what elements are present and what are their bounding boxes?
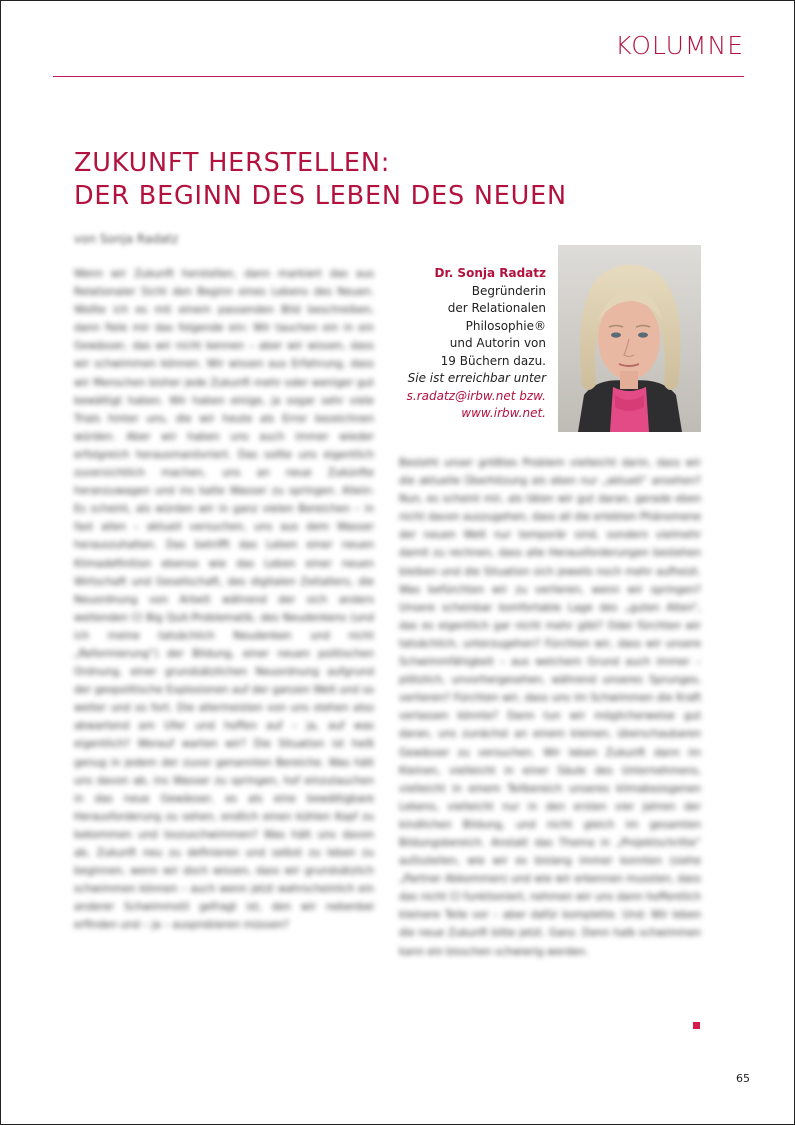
author-bio-line-1: Begründerin	[471, 283, 546, 298]
page-number: 65	[736, 1072, 750, 1085]
author-portrait-image	[558, 245, 701, 432]
article-body-left-column: Wenn wir Zukunft herstellen, dann markiert das aus Relationaler Sicht den Beginn eines Lebens des Neuen. Wollte ich es mit einem passenden Bild beschreiben, dann fiele mir das folgende ein: Wir tauchen ein in ein Gewässer, das wir nicht kennen – aber wir wissen, dass wir schwimmen können. Wir wissen aus Erfahrung, dass wir Menschen bisher jede Zukunft mehr oder weniger gut bewältigt haben. Wir haben einige, ja sogar sehr viele Trials hinter uns, die wir heute als Error bezeichnen würden. Aber wir haben uns auch immer wieder erfolgreich herausmanövriert. Das sollte uns eigentlich zuversichtlich machen, uns an neue Zukünfte heranzuwagen und ins kalte Wasser zu springen. Allein: Es scheint, als würden wir in ganz vielen Bereichen – in fast allen – aktuell versuchen, uns aus dem Wasser herauszuhalten. Das betrifft das Leben einer neuen Klimadefinition ebenso wie das Leben einer neuen Wirtschaft und Gesellschaft, des digitalen Zeitalters, die Neuordnung von Arbeit während der sich anders weitenden CI Big Quit-Problematik, des Neudenkens (und ich meine tatsächlich Neudenken und nicht „Reformierung“) der Bildung, einer neuen politischen Ordnung, einer grundsätzlichen Neuordnung aufgrund der geopolitische Explosionen auf der ganzen Welt und so weiter und so fort. Die allermeisten von uns stehen also abwartend am Ufer und hoffen auf – ja, auf was eigentlich? Worauf warten wir? Die Situation ist heiß genug in jedem der zuvor genannten Bereiche. Was hält uns davon ab, ins Wasser zu springen, hof einzutauchen in das neue Gewässer, es als eine bewältigbare Herausforderung zu sehen, endlich einen kühlen Kopf zu bekommen und loszuschwimmen? Was hält uns davon ab, Zukunft neu zu definieren und selbst zu leben zu beginnen, wenn wir doch wissen, dass wir grundsätzlich schwimmen können – auch wenn jetzt wahrscheinlich ein anderer Schwimmstil gefragt ist, den wir nebenbei erfinden und – ja – ausprobieren müssen?	[74, 268, 374, 932]
author-bio-line-4: und Autorin von	[449, 336, 546, 350]
title-line-2: DER BEGINN DES LEBEN DES NEUEN	[74, 181, 567, 211]
article-end-mark	[693, 1022, 700, 1029]
section-label: KOLUMNE	[615, 31, 744, 60]
author-bio-line-5: 19 Büchern dazu.	[440, 353, 546, 368]
article-body-right-column: Besteht unser größtes Problem vielleicht darin, dass wir die aktuelle Überhitzung als eben nur „aktuell“ ansehen? Nun, es scheint mir, als täten wir gut daran, gerade eben nicht davon auszugehen, dass all die erlebten Phänomene der neuen Welt nur temporär sind, sondern vielmehr damit zu rechnen, dass alle Herausforderungen bestehen bleiben und die Situation sich jeweils noch mehr aufheizt. Was befürchten wir zu verlieren, wenn wir springen? Unsere scheinbar komfortable Lage des „guten Alten“, das es eigentlich gar nicht mehr gibt? Oder fürchten wir tatsächlich, unterzugehen? Fürchten wir, dass wir unsere Schwimmfähigkeit – aus welchem Grund auch immer – plötzlich, unvorhergesehen, während unseres Sprunges, verlieren? Fürchten wir, dass uns im Schwimmen die Kraft verlassen könnte? Dann tun wir möglicherweise gut daran, uns zunächst an einem kleinen, überschaubaren Gewässer zu versuchen. Wir leben Zukunft dann im Kleinen, vielleicht in einer Säule des Unternehmens, vielleicht in einem Teilbereich unseres klimabezogenen Lebens, vielleicht nur in den ersten vier Jahren der kindlichen Bildung, und nicht gleich im gesamten Bildungsbereich. Anstatt das Thema in „Projektschritte“ aufzuteilen, wie wir es bislang immer konnten (siehe „Partner Abkommen) und wie wir erkennen mussten, dass das nicht CI funktioniert, nehmen wir uns dann hoffentlich kleinere Teile vor – aber dafür komplette. Und: Wir leben die neue Zukunft bitte jetzt. Ganz. Denn halb schwimmen kann ein bisschen schwierig werden.	[399, 457, 701, 958]
header-rule	[53, 76, 744, 77]
author-photo	[558, 245, 701, 432]
byline: von Sonja Radatz	[74, 232, 179, 246]
article-title	[74, 147, 674, 213]
author-bio-line-3: Philosophie®	[465, 318, 546, 333]
author-box	[399, 265, 546, 423]
author-bio-line-2: der Relationalen	[447, 301, 546, 315]
title-line-1: ZUKUNFT HERSTELLEN:	[74, 148, 391, 178]
author-website-link[interactable]: www.irbw.net.	[461, 406, 546, 420]
author-email-link[interactable]: s.radatz@irbw.net bzw.	[406, 388, 546, 403]
author-contact-intro: Sie ist erreichbar unter	[407, 371, 546, 385]
author-name: Dr. Sonja Radatz	[434, 266, 546, 280]
